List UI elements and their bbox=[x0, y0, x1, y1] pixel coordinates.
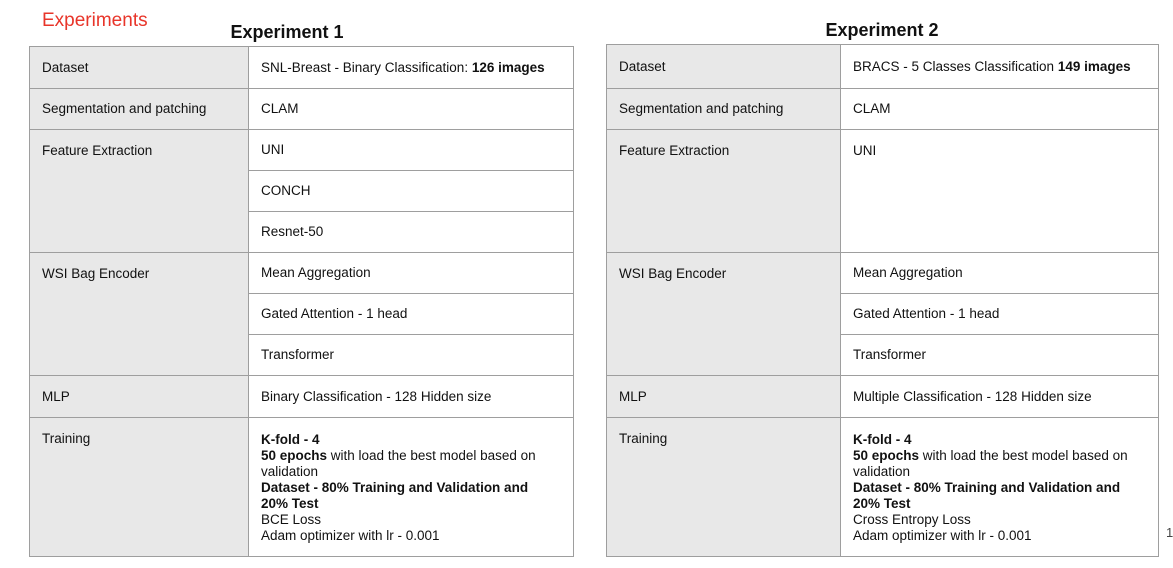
bag-encoder-value: Mean Aggregation bbox=[249, 253, 574, 294]
page-number: 1 bbox=[1166, 525, 1173, 540]
experiment-2-title: Experiment 2 bbox=[825, 20, 939, 40]
training-epochs: 50 epochs with load the best model based on bbox=[853, 448, 1128, 463]
training-optimizer: Adam optimizer with lr - 0.001 bbox=[261, 528, 440, 543]
training-dataset-split-cont: 20% Test bbox=[261, 496, 319, 511]
row-label-mlp: MLP bbox=[607, 376, 841, 418]
table-row bbox=[607, 418, 1159, 557]
feature-extraction-value: CONCH bbox=[249, 171, 574, 212]
experiment-1-table bbox=[29, 46, 574, 557]
table-row bbox=[30, 130, 574, 171]
training-kfold: K-fold - 4 bbox=[261, 432, 320, 447]
segmentation-value: CLAM bbox=[841, 89, 1159, 130]
bag-encoder-value: Mean Aggregation bbox=[841, 253, 1159, 294]
bag-encoder-value: Transformer bbox=[249, 335, 574, 376]
training-value bbox=[841, 418, 1159, 557]
feature-extraction-value: Resnet-50 bbox=[249, 212, 574, 253]
experiment-1-title: Experiment 1 bbox=[230, 22, 344, 42]
bag-encoder-value: Transformer bbox=[841, 335, 1159, 376]
segmentation-value: CLAM bbox=[249, 89, 574, 130]
dataset-value: SNL-Breast - Binary Classification: 126 images bbox=[249, 47, 574, 89]
row-label-segmentation: Segmentation and patching bbox=[607, 89, 841, 130]
row-label-training: Training bbox=[30, 418, 249, 557]
dataset-value: BRACS - 5 Classes Classification 149 images bbox=[841, 45, 1159, 89]
table-row bbox=[30, 253, 574, 294]
mlp-value: Binary Classification - 128 Hidden size bbox=[249, 376, 574, 418]
training-dataset-split-cont: 20% Test bbox=[853, 496, 911, 511]
bag-encoder-value: Gated Attention - 1 head bbox=[841, 294, 1159, 335]
training-epochs-cont: validation bbox=[261, 464, 319, 479]
table-row bbox=[30, 376, 574, 418]
training-loss: BCE Loss bbox=[261, 512, 322, 527]
training-kfold: K-fold - 4 bbox=[853, 432, 912, 447]
feature-extraction-value: UNI bbox=[841, 130, 1159, 253]
experiment-2-table bbox=[606, 44, 1159, 557]
table-row bbox=[30, 89, 574, 130]
row-label-mlp: MLP bbox=[30, 376, 249, 418]
training-epochs: 50 epochs with load the best model based on bbox=[261, 448, 536, 463]
section-title: Experiments bbox=[42, 10, 148, 31]
table-row bbox=[607, 130, 1159, 253]
training-dataset-split: Dataset - 80% Training and Validation and bbox=[853, 480, 1121, 495]
row-label-bag-encoder: WSI Bag Encoder bbox=[607, 253, 841, 376]
row-label-training: Training bbox=[607, 418, 841, 557]
training-value bbox=[249, 418, 574, 557]
row-label-segmentation: Segmentation and patching bbox=[30, 89, 249, 130]
row-label-bag-encoder: WSI Bag Encoder bbox=[30, 253, 249, 376]
mlp-value: Multiple Classification - 128 Hidden size bbox=[841, 376, 1159, 418]
training-epochs-cont: validation bbox=[853, 464, 911, 479]
training-loss: Cross Entropy Loss bbox=[853, 512, 971, 527]
table-row bbox=[607, 253, 1159, 294]
table-row bbox=[607, 89, 1159, 130]
table-row bbox=[30, 47, 574, 89]
table-row bbox=[607, 376, 1159, 418]
row-label-dataset: Dataset bbox=[607, 45, 841, 89]
training-optimizer: Adam optimizer with lr - 0.001 bbox=[853, 528, 1032, 543]
table-row bbox=[607, 45, 1159, 89]
row-label-feature-extraction: Feature Extraction bbox=[30, 130, 249, 253]
feature-extraction-value: UNI bbox=[249, 130, 574, 171]
row-label-feature-extraction: Feature Extraction bbox=[607, 130, 841, 253]
training-dataset-split: Dataset - 80% Training and Validation and bbox=[261, 480, 529, 495]
table-row bbox=[30, 418, 574, 557]
bag-encoder-value: Gated Attention - 1 head bbox=[249, 294, 574, 335]
row-label-dataset: Dataset bbox=[30, 47, 249, 89]
